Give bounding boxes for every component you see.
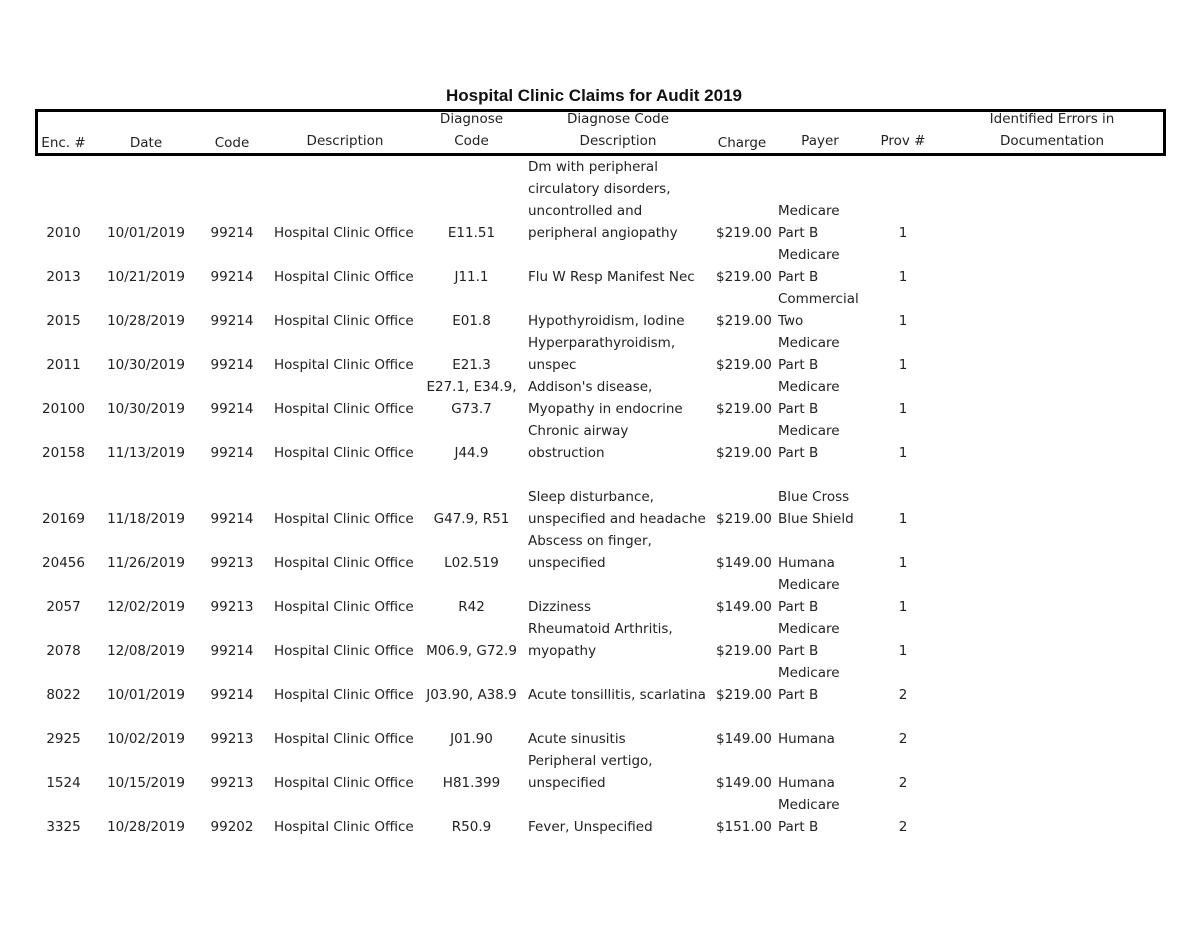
cell-dx-code: L02.519 [444,555,499,571]
cell-charge: $219.00 [716,687,772,703]
cell-prov: 2 [898,731,908,747]
cell-charge: $149.00 [716,775,772,791]
cell-dx-description: obstruction [528,445,605,461]
cell-date: 10/02/2019 [107,731,185,747]
cell-dx-description: Flu W Resp Manifest Nec [528,269,695,285]
cell-payer: Medicare [778,335,840,351]
cell-payer: Two [778,313,804,329]
cell-description: Hospital Clinic Office [274,401,414,417]
cell-dx-description: Dm with peripheral [528,159,658,175]
cell-description: Hospital Clinic Office [274,269,414,285]
cell-dx-description: unspecified [528,775,606,791]
cell-code: 99214 [210,269,254,285]
cell-prov: 2 [898,819,908,835]
cell-description: Hospital Clinic Office [274,313,414,329]
header-errors-line2: Documentation [999,133,1105,149]
cell-dx-code: G73.7 [451,401,492,417]
cell-enc: 1524 [46,775,81,791]
cell-date: 11/18/2019 [107,511,185,527]
cell-description: Hospital Clinic Office [274,511,414,527]
cell-enc: 20100 [42,401,85,417]
cell-code: 99214 [210,401,254,417]
cell-prov: 1 [898,357,908,373]
header-description: Description [306,133,384,149]
cell-enc: 2011 [46,357,81,373]
cell-dx-description: Hyperparathyroidism, [528,335,676,351]
cell-date: 10/01/2019 [107,225,185,241]
cell-enc: 2057 [46,599,81,615]
header-dx-code-line1: Diagnose [439,111,504,127]
cell-dx-code: H81.399 [442,775,501,791]
cell-enc: 2015 [46,313,81,329]
cell-payer: Medicare [778,621,840,637]
header-prov: Prov # [880,133,926,149]
cell-dx-code: J01.90 [450,731,493,747]
cell-dx-description: Acute tonsillitis, scarlatina [528,687,706,703]
cell-prov: 2 [898,687,908,703]
cell-code: 99213 [210,599,254,615]
header-errors-line1: Identified Errors in [989,111,1115,127]
cell-date: 10/28/2019 [107,313,185,329]
cell-payer: Blue Shield [778,511,854,527]
cell-code: 99214 [210,313,254,329]
cell-dx-description: Peripheral vertigo, [528,753,653,769]
cell-description: Hospital Clinic Office [274,445,414,461]
header-date: Date [129,135,163,151]
cell-payer: Part B [778,357,819,373]
cell-dx-description: Abscess on finger, [528,533,652,549]
cell-date: 12/02/2019 [107,599,185,615]
cell-payer: Medicare [778,797,840,813]
cell-description: Hospital Clinic Office [274,687,414,703]
header-dx-desc-line2: Description [579,133,657,149]
cell-code: 99213 [210,775,254,791]
cell-dx-description: circulatory disorders, [528,181,671,197]
cell-dx-description: Chronic airway [528,423,629,439]
cell-enc: 2925 [46,731,81,747]
cell-dx-code: E27.1, E34.9, [426,379,517,395]
cell-dx-description: Fever, Unspecified [528,819,653,835]
cell-payer: Blue Cross [778,489,850,505]
cell-dx-description: Acute sinusitis [528,731,626,747]
cell-payer: Humana [778,775,835,791]
cell-charge: $219.00 [716,225,772,241]
cell-description: Hospital Clinic Office [274,775,414,791]
cell-charge: $149.00 [716,731,772,747]
cell-code: 99202 [210,819,254,835]
cell-date: 10/30/2019 [107,357,185,373]
cell-payer: Part B [778,445,819,461]
cell-date: 11/13/2019 [107,445,185,461]
cell-payer: Medicare [778,577,840,593]
cell-payer: Commercial [778,291,859,307]
cell-charge: $151.00 [716,819,772,835]
cell-prov: 1 [898,225,908,241]
cell-payer: Part B [778,687,819,703]
cell-payer: Part B [778,269,819,285]
cell-date: 10/30/2019 [107,401,185,417]
header-charge: Charge [717,135,767,151]
cell-description: Hospital Clinic Office [274,555,414,571]
cell-prov: 1 [898,643,908,659]
cell-enc: 2078 [46,643,81,659]
cell-enc: 2010 [46,225,81,241]
cell-dx-description: Myopathy in endocrine [528,401,683,417]
page-title: Hospital Clinic Claims for Audit 2019 [446,86,742,105]
cell-date: 10/01/2019 [107,687,185,703]
cell-dx-code: J11.1 [454,269,489,285]
cell-prov: 1 [898,511,908,527]
cell-enc: 2013 [46,269,81,285]
cell-dx-code: R42 [458,599,485,615]
cell-dx-description: Rheumatoid Arthritis, [528,621,673,637]
cell-payer: Part B [778,643,819,659]
cell-description: Hospital Clinic Office [274,357,414,373]
cell-dx-code: E11.51 [447,225,496,241]
cell-code: 99214 [210,511,254,527]
cell-prov: 1 [898,313,908,329]
cell-dx-description: myopathy [528,643,597,659]
cell-payer: Medicare [778,423,840,439]
cell-charge: $149.00 [716,555,772,571]
header-dx-desc-line1: Diagnose Code [567,111,669,127]
cell-description: Hospital Clinic Office [274,819,414,835]
cell-dx-description: unspecified [528,555,606,571]
cell-payer: Medicare [778,247,840,263]
cell-prov: 2 [898,775,908,791]
cell-dx-code: M06.9, G72.9 [426,643,517,659]
cell-payer: Part B [778,599,819,615]
cell-charge: $219.00 [716,511,772,527]
cell-dx-code: G47.9, R51 [433,511,510,527]
cell-dx-description: uncontrolled and [528,203,643,219]
header-enc: Enc. # [41,135,86,151]
cell-prov: 1 [898,599,908,615]
cell-dx-description: Addison's disease, [528,379,653,395]
cell-dx-description: unspec [528,357,577,373]
header-code: Code [214,135,250,151]
cell-charge: $219.00 [716,357,772,373]
cell-payer: Part B [778,225,819,241]
cell-charge: $149.00 [716,599,772,615]
cell-description: Hospital Clinic Office [274,225,414,241]
cell-payer: Medicare [778,665,840,681]
cell-payer: Part B [778,819,819,835]
cell-prov: 1 [898,555,908,571]
header-dx-code-line2: Code [454,133,489,149]
cell-date: 12/08/2019 [107,643,185,659]
cell-code: 99214 [210,225,254,241]
cell-dx-description: peripheral angiopathy [528,225,678,241]
cell-prov: 1 [898,401,908,417]
cell-charge: $219.00 [716,313,772,329]
cell-charge: $219.00 [716,445,772,461]
cell-payer: Medicare [778,379,840,395]
cell-dx-description: Hypothyroidism, Iodine [528,313,685,329]
cell-code: 99214 [210,357,254,373]
cell-description: Hospital Clinic Office [274,599,414,615]
cell-date: 10/21/2019 [107,269,185,285]
cell-date: 10/15/2019 [107,775,185,791]
cell-dx-code: J44.9 [454,445,489,461]
cell-dx-code: E01.8 [452,313,491,329]
cell-code: 99214 [210,643,254,659]
cell-dx-description: Sleep disturbance, [528,489,654,505]
cell-dx-code: J03.90, A38.9 [426,687,517,703]
cell-description: Hospital Clinic Office [274,731,414,747]
cell-date: 10/28/2019 [107,819,185,835]
cell-charge: $219.00 [716,643,772,659]
cell-payer: Part B [778,401,819,417]
cell-prov: 1 [898,445,908,461]
cell-code: 99214 [210,687,254,703]
cell-dx-description: unspecified and headache [528,511,706,527]
cell-enc: 20169 [42,511,85,527]
cell-code: 99214 [210,445,254,461]
cell-enc: 20158 [42,445,85,461]
cell-enc: 20456 [42,555,85,571]
cell-charge: $219.00 [716,269,772,285]
cell-enc: 3325 [46,819,81,835]
cell-prov: 1 [898,269,908,285]
cell-dx-code: E21.3 [452,357,491,373]
cell-dx-code: R50.9 [451,819,492,835]
cell-code: 99213 [210,731,254,747]
cell-enc: 8022 [46,687,81,703]
cell-description: Hospital Clinic Office [274,643,414,659]
cell-charge: $219.00 [716,401,772,417]
cell-dx-description: Dizziness [528,599,591,615]
cell-code: 99213 [210,555,254,571]
cell-payer: Medicare [778,203,840,219]
cell-date: 11/26/2019 [107,555,185,571]
cell-payer: Humana [778,555,835,571]
cell-payer: Humana [778,731,835,747]
header-payer: Payer [801,133,839,149]
